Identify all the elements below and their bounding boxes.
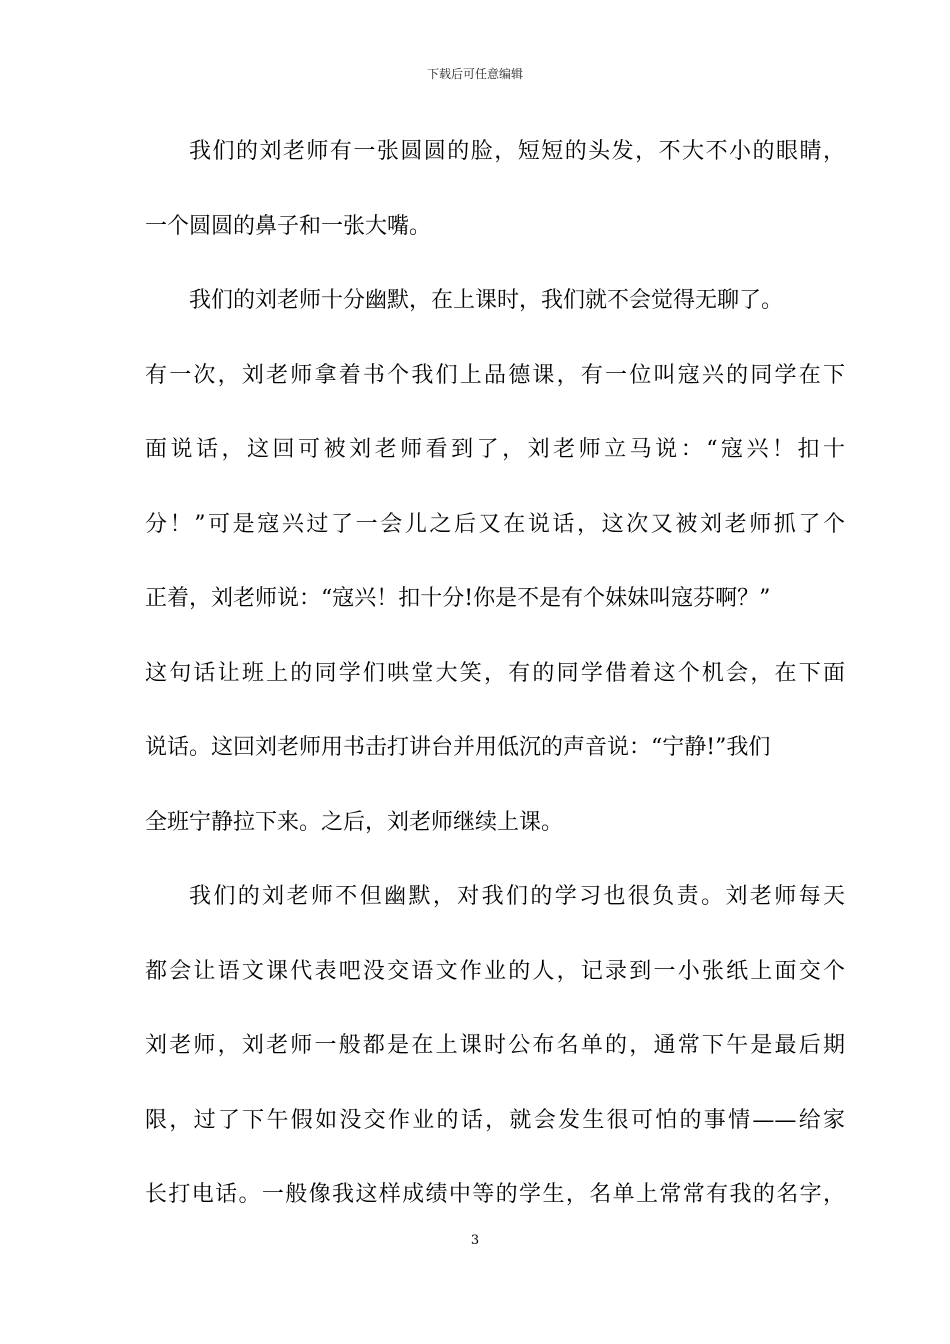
page-number: 3 (470, 1233, 480, 1248)
paragraph-line: 刘老师，刘老师一般都是在上课时公布名单的，通常下午是最后期 (145, 1033, 845, 1058)
paragraph-line: 面说话，这回可被刘老师看到了，刘老师立马说：“寇兴！扣十 (145, 437, 845, 462)
paragraph-line: 长打电话。一般像我这样成绩中等的学生，名单上常常有我的名字， (145, 1182, 845, 1207)
paragraph-line: 正着，刘老师说：“寇兴！扣十分!你是不是有个妹妹叫寇芬啊？” (145, 586, 771, 611)
paragraph-line: 都会让语文课代表吧没交语文作业的人，记录到一小张纸上面交个 (145, 958, 845, 984)
paragraph-line: 一个圆圆的鼻子和一张大嘴。 (145, 213, 432, 239)
paragraph-line: 我们的刘老师不但幽默，对我们的学习也很负责。刘老师每天 (189, 884, 845, 909)
paragraph-line: 全班宁静拉下来。之后，刘老师继续上课。 (145, 809, 564, 835)
paragraph-line: 我们的刘老师有一张圆圆的脸，短短的头发，不大不小的眼睛， (189, 139, 845, 164)
header-note: 下载后可任意编辑 (426, 67, 523, 81)
paragraph-line: 有一次，刘老师拿着书个我们上品德课，有一位叫寇兴的同学在下 (145, 362, 845, 388)
paragraph-line: 限，过了下午假如没交作业的话，就会发生很可怕的事情——给家 (145, 1107, 845, 1133)
body-text (145, 128, 845, 1246)
paragraph-line: 这句话让班上的同学们哄堂大笑，有的同学借着这个机会，在下面 (145, 660, 845, 686)
paragraph-line: 分！”可是寇兴过了一会儿之后又在说话，这次又被刘老师抓了个 (145, 511, 845, 537)
paragraph-line: 我们的刘老师十分幽默，在上课时，我们就不会觉得无聊了。 (189, 288, 784, 313)
paragraph-line: 说话。这回刘老师用书击打讲台并用低沉的声音说：“宁静!”我们 (145, 735, 771, 760)
